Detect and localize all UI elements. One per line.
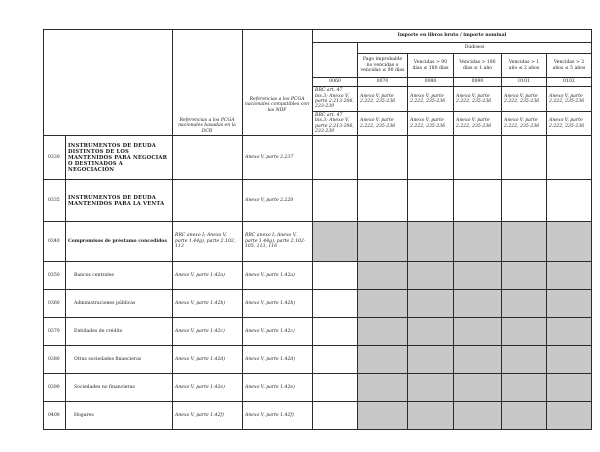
value-cell[interactable] [313, 402, 358, 430]
value-cell [502, 262, 547, 290]
ref-ifrs-0070: Anexo V, parte 2.222, 235-236 [358, 87, 408, 112]
value-cell[interactable] [313, 136, 358, 180]
value-cell [408, 222, 454, 262]
value-cell[interactable] [408, 180, 454, 222]
row-code: 0370 [44, 318, 66, 346]
row-ref-ifrs: Anexo V, parte 2.220 [243, 180, 313, 222]
corner-cell-3 [243, 30, 313, 136]
col-code-0070: 0070 [358, 78, 408, 87]
row-label: INSTRUMENTOS DE DEUDA MANTENIDOS PARA LA VENTA [66, 180, 173, 222]
value-cell[interactable] [313, 262, 358, 290]
ref-nat-0080: Anexo V, parte 2.222, 235-236 [408, 112, 454, 136]
row-ref-dcr: RRC anexo I; Anexo V, parte 1.44g), parte 2.102, 113 [173, 222, 243, 262]
row-ref-dcr: Anexo V, parte 1.42c) [173, 318, 243, 346]
table-row [44, 346, 592, 374]
row-ref-dcr: Anexo V, parte 1.42b) [173, 290, 243, 318]
col-label-0102: Vencidas > 2 años ≤ 5 años [547, 54, 592, 78]
value-cell [358, 402, 408, 430]
value-cell [313, 222, 358, 262]
amount-header: Importe en libros bruto / importe nominal [313, 30, 592, 43]
value-cell [454, 290, 502, 318]
value-cell [547, 290, 592, 318]
col-label-0080: Vencidas > 90 días ≤ 180 días [408, 54, 454, 78]
table-row [44, 262, 592, 290]
value-cell [547, 374, 592, 402]
doubtful-header: Dudosos [358, 43, 592, 54]
row-ref-ifrs: Anexo V, parte 1.42e) [243, 374, 313, 402]
value-cell [502, 402, 547, 430]
value-cell [547, 346, 592, 374]
row-code: 0340 [44, 222, 66, 262]
value-cell[interactable] [313, 180, 358, 222]
col-label-0090: Vencidas > 180 días ≤ 1 año [454, 54, 502, 78]
row-code: 0350 [44, 262, 66, 290]
corner-cell [44, 30, 173, 136]
row-ref-ifrs: Anexo V, parte 1.42a) [243, 262, 313, 290]
value-cell [454, 346, 502, 374]
value-cell [358, 290, 408, 318]
value-cell [408, 262, 454, 290]
row-label: INSTRUMENTOS DE DEUDA DISTINTOS DE LOS MANTENIDOS PARA NEGOCIAR O DESTINADOS A NEGOCIACIÓN [66, 136, 173, 180]
row-ref-ifrs: RRC anexo I; Anexo V, parte 1.44g), parte 2.102-105, 113, 116 [243, 222, 313, 262]
row-label: Sociedades no financieras [66, 374, 173, 402]
ref-nat-0102: Anexo V, parte 2.222, 235-236 [547, 112, 592, 136]
row-ref-ifrs: Anexo V, parte 1.42d) [243, 346, 313, 374]
row-ref-dcr [173, 136, 243, 180]
col-label-0101: Vencidas > 1 año ≤ 2 años [502, 54, 547, 78]
row-label: Administraciones públicas [66, 290, 173, 318]
ref-nat-0070: Anexo V, parte 2.222, 235-236 [358, 112, 408, 136]
value-cell [408, 346, 454, 374]
row-ref-ifrs: Anexo V, parte 1.42c) [243, 318, 313, 346]
value-cell [358, 222, 408, 262]
value-cell [358, 374, 408, 402]
value-cell[interactable] [313, 318, 358, 346]
row-ref-ifrs: Anexo V, parte 1.42f) [243, 402, 313, 430]
value-cell[interactable] [313, 290, 358, 318]
value-cell [408, 402, 454, 430]
value-cell [547, 262, 592, 290]
table-row [44, 222, 592, 262]
ref-ifrs-0090: Anexo V, parte 2.222, 235-236 [454, 87, 502, 112]
value-cell[interactable] [547, 180, 592, 222]
row-ref-ifrs: Anexo V, parte 2.237 [243, 136, 313, 180]
row-label: Hogares [66, 402, 173, 430]
value-cell [454, 222, 502, 262]
data-table [43, 29, 592, 430]
table-row [44, 402, 592, 430]
value-cell [502, 290, 547, 318]
value-cell[interactable] [408, 136, 454, 180]
value-cell [547, 222, 592, 262]
value-cell [547, 402, 592, 430]
row-code: 0360 [44, 290, 66, 318]
ref-ifrs-0060: RRC art. 47 bis.3; Anexo V, parte 2.213-206, 233-239 [313, 87, 358, 112]
value-cell [502, 346, 547, 374]
col-code-0102: 0102 [547, 78, 592, 87]
value-cell [408, 290, 454, 318]
value-cell[interactable] [313, 374, 358, 402]
value-cell [454, 374, 502, 402]
row-ref-dcr: Anexo V, parte 1.42f) [173, 402, 243, 430]
ref-ifrs-0101: Anexo V, parte 2.222, 235-236 [502, 87, 547, 112]
col-code-0060: 0060 [313, 78, 358, 87]
ref-ifrs-header: Referencias a los PCGA nacionales compatibles con las NIIF [244, 97, 310, 113]
value-cell [454, 262, 502, 290]
ref-dcr-header: Referencias a los PCGA nacionales basadas en la DCB [178, 118, 236, 134]
row-label: Compromisos de préstamo concedidos [66, 222, 173, 262]
value-cell [358, 262, 408, 290]
value-cell[interactable] [454, 136, 502, 180]
value-cell[interactable] [502, 180, 547, 222]
row-code: 0390 [44, 374, 66, 402]
row-code: 0330 [44, 136, 66, 180]
row-code: 0400 [44, 402, 66, 430]
value-cell[interactable] [547, 136, 592, 180]
row-ref-dcr: Anexo V, parte 1.42d) [173, 346, 243, 374]
row-ref-dcr [173, 180, 243, 222]
table-row [44, 290, 592, 318]
table-row [44, 318, 592, 346]
table-row [44, 180, 592, 222]
ref-ifrs-0080: Anexo V, parte 2.222, 235-236 [408, 87, 454, 112]
row-label: Otras sociedades financieras [66, 346, 173, 374]
value-cell [547, 318, 592, 346]
ref-ifrs-0102: Anexo V, parte 2.222, 235-236 [547, 87, 592, 112]
row-ref-dcr: Anexo V, parte 1.42a) [173, 262, 243, 290]
ref-nat-0060: RRC art. 47 bis.3; Anexo V, parte 2.213-206, 233-239 [313, 112, 358, 136]
value-cell[interactable] [313, 346, 358, 374]
value-cell [454, 402, 502, 430]
value-cell[interactable] [358, 136, 408, 180]
ref-nat-0101: Anexo V, parte 2.222, 235-236 [502, 112, 547, 136]
value-cell [502, 222, 547, 262]
value-cell [358, 346, 408, 374]
ref-nat-0090: Anexo V, parte 2.222, 235-236 [454, 112, 502, 136]
col-label-0070: Pago improbable no vencidas o vencidas ≤ 90 días [358, 54, 408, 78]
col-code-0101: 0101 [502, 78, 547, 87]
value-cell [408, 374, 454, 402]
col-code-0080: 0080 [408, 78, 454, 87]
table-row [44, 136, 592, 180]
value-cell [502, 318, 547, 346]
value-cell[interactable] [358, 180, 408, 222]
table-row [44, 374, 592, 402]
value-cell [358, 318, 408, 346]
row-ref-ifrs: Anexo V, parte 1.42b) [243, 290, 313, 318]
row-code: 0380 [44, 346, 66, 374]
row-ref-dcr: Anexo V, parte 1.42e) [173, 374, 243, 402]
row-label: Entidades de crédito [66, 318, 173, 346]
value-cell [408, 318, 454, 346]
value-cell [502, 374, 547, 402]
value-cell [454, 318, 502, 346]
value-cell[interactable] [454, 180, 502, 222]
subheader-spacer [313, 43, 358, 78]
col-code-0090: 0090 [454, 78, 502, 87]
row-label: Bancos centrales [66, 262, 173, 290]
value-cell[interactable] [502, 136, 547, 180]
row-code: 0335 [44, 180, 66, 222]
